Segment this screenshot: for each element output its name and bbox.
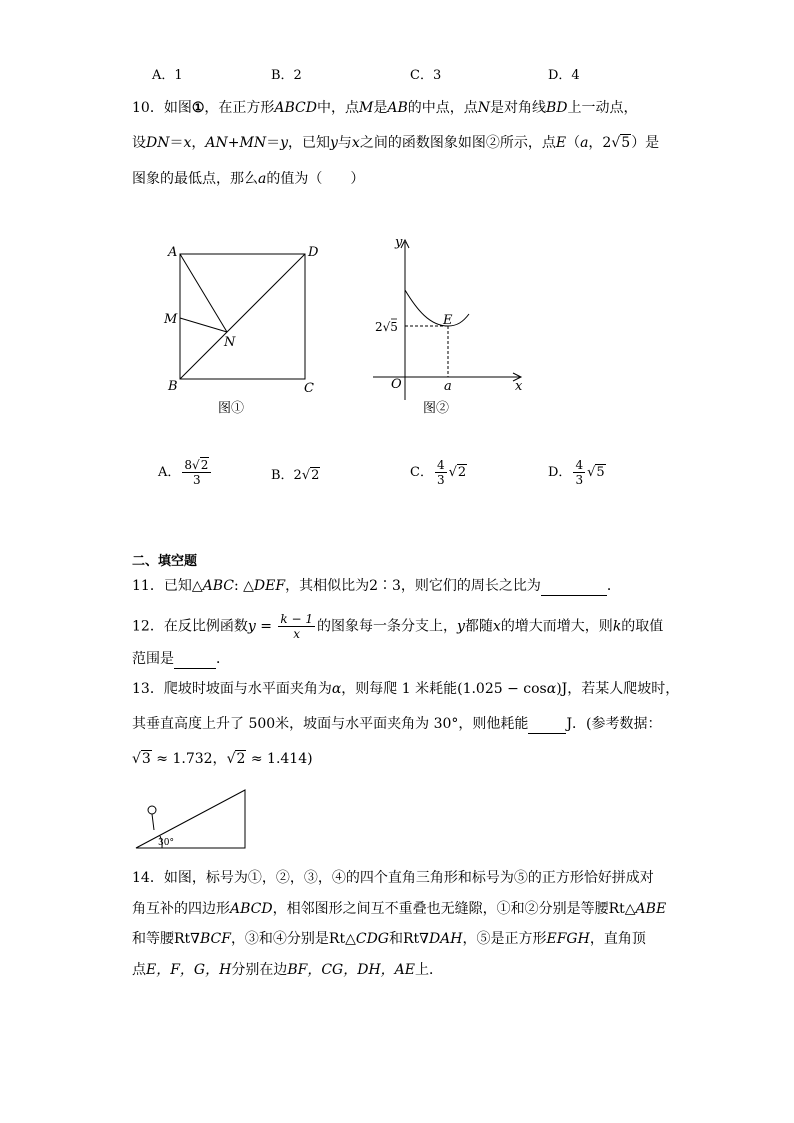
option-d: D．4 [548,68,580,83]
label-x: x [515,379,523,394]
q13-line1: 13．爬坡时坡面与水平面夹角为α，则每爬 1 米耗能(1.025 − cosα)J，若某人爬坡时， [132,681,680,697]
climber-body [152,814,154,830]
climber-head [148,806,156,814]
section-title: 二、填空题 [132,554,198,569]
q10-line3: 图象的最低点，那么a的值为（ ） [132,171,365,187]
label-a: A [168,245,178,260]
label-m: M [164,312,178,327]
label-y: y [395,235,403,250]
q12-answer-blank [174,654,216,669]
label-o: O [391,377,402,392]
q14-line1: 14．如图，标号为①，②，③，④的四个直角三角形和标号为⑤的正方形恰好拼成对 [132,870,654,886]
q14-line2: 角互补的四边形ABCD，相邻图形之间互不重叠也无缝隙，①和②分别是等腰Rt△ABE [132,901,667,917]
label-d: D [308,245,319,260]
q12-line1: 12．在反比例函数y = $\frac{k - 1}{x}$ 的图象每一条分支上，y都随x的增大而增大，则k的取值 [132,612,664,641]
q14-line4: 点E，F，G，H分别在边BF，CG，DH，AE上． [132,962,443,978]
q13-answer-blank [528,719,566,734]
function-curve [405,290,469,326]
option-a: A．1 [152,68,183,83]
q10-option-c: C． $\frac{4}{3}$ √2 [410,458,467,487]
ytick-2root5: 2√5 [375,320,398,334]
angle-label: 30° [158,838,174,848]
option-c: C．3 [410,68,442,83]
label-b: B [168,379,178,394]
q11: 11．已知△ABC: △DEF，其相似比为2∶3，则它们的周长之比为 ． [132,578,621,594]
q10-option-d: D． $\frac{4}{3}$ √5 [548,458,605,487]
diagonal-bd [180,254,305,379]
q10-option-a: A． $\frac{8√2}{3}$ [158,458,213,487]
q10-option-b: B．2√2 [271,468,320,483]
caption-fig1: 图① [218,401,245,416]
figure-graph [365,230,535,420]
q14-line3: 和等腰Rt∇BCF，③和④分别是Rt△CDG和Rt∇DAH，⑤是正方形EFGH，直角顶 [132,931,646,947]
q11-answer-blank [541,581,607,596]
label-n: N [224,335,236,350]
caption-fig2: 图② [423,401,450,416]
label-c: C [304,381,314,396]
q12-line2: 范围是 ． [132,651,230,667]
q13-line2: 其垂直高度上升了 500米，坡面与水平面夹角为 30°，则他耗能 J．(参考数据： [132,716,662,732]
label-a: a [444,379,452,394]
label-e: E [443,313,453,328]
figure-square [160,238,330,418]
q10-line1: 10．如图①，在正方形ABCD中，点M是AB的中点，点N是对角线BD上一动点， [132,100,638,116]
figure-slope [132,786,252,852]
q13-line3: √3 ≈ 1.732，√2 ≈ 1.414) [132,751,313,767]
q10-line2: 设DN＝x，AN+MN＝y，已知y与x之间的函数图象如图②所示，点E（a，2√5）是 [132,135,660,151]
option-b: B．2 [271,68,302,83]
